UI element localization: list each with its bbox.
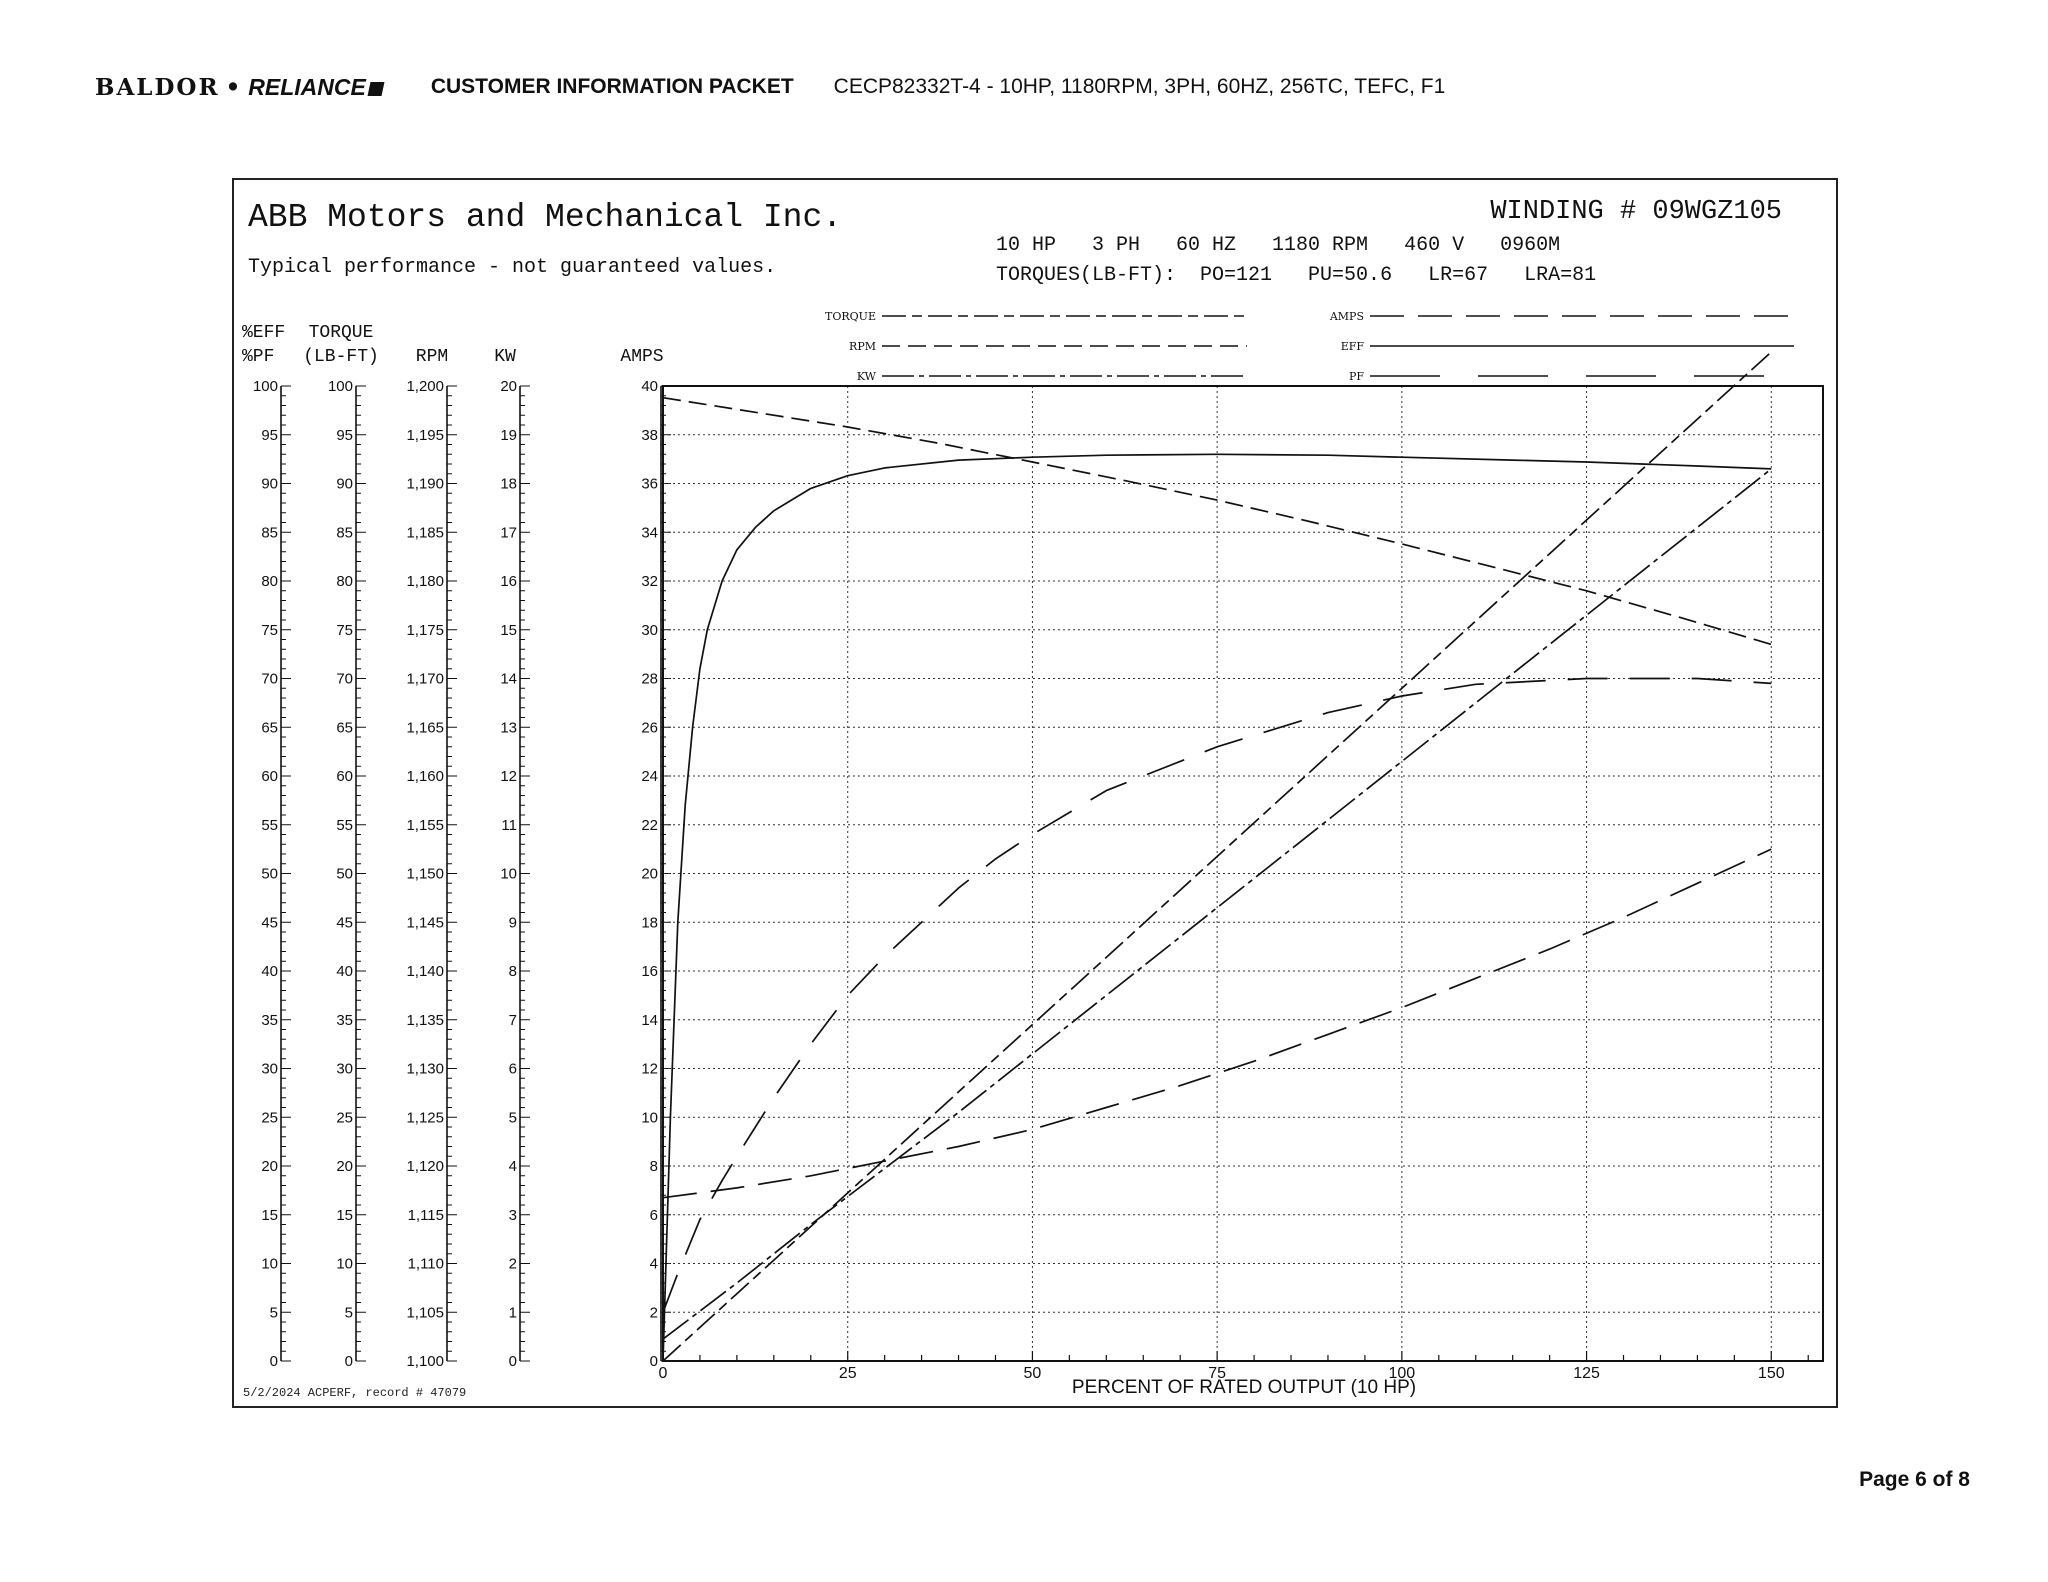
axis-eff_pf bbox=[242, 323, 291, 1370]
axis-tick-label: 1,160 bbox=[406, 768, 444, 785]
axis-tick-label: 14 bbox=[641, 1011, 658, 1029]
axis-tick-label: 18 bbox=[500, 475, 517, 493]
axis-torque bbox=[303, 323, 379, 1370]
axis-tick-label: 45 bbox=[336, 914, 353, 932]
axis-tick-label: 100 bbox=[252, 378, 278, 395]
axis-tick-label: 22 bbox=[641, 816, 658, 834]
axis-tick-label: 5 bbox=[508, 1109, 517, 1127]
axis-tick-label: 100 bbox=[327, 378, 353, 395]
axis-tick-label: 85 bbox=[336, 524, 353, 542]
axis-header: KW bbox=[494, 347, 516, 367]
torque-line: TORQUES(LB-FT): PO=121 PU=50.6 LR=67 LRA=81 bbox=[996, 264, 1597, 287]
axis-tick-label: 10 bbox=[261, 1255, 278, 1273]
axis-tick-label: 60 bbox=[336, 768, 353, 785]
axis-tick-label: 9 bbox=[508, 914, 517, 932]
axis-tick-label: 30 bbox=[641, 621, 658, 639]
axis-tick-label: 20 bbox=[261, 1158, 278, 1175]
axis-tick-label: 8 bbox=[649, 1158, 658, 1175]
axis-tick-label: 15 bbox=[336, 1206, 353, 1224]
axis-rpm bbox=[406, 347, 457, 1370]
axis-tick-label: 1,100 bbox=[406, 1353, 444, 1370]
axis-tick-label: 4 bbox=[649, 1255, 658, 1273]
x-tick-label: 150 bbox=[1757, 1365, 1785, 1382]
axis-tick-label: 1,175 bbox=[406, 621, 444, 639]
plot-area bbox=[659, 352, 1823, 1382]
brand-baldor: BALDOR bbox=[95, 73, 220, 101]
axis-tick-label: 30 bbox=[336, 1060, 353, 1078]
axis-tick-label: 50 bbox=[261, 865, 278, 883]
page-number: Page 6 of 8 bbox=[1859, 1468, 1970, 1491]
axis-tick-label: 45 bbox=[261, 914, 278, 932]
chart-subtitle: Typical performance - not guaranteed values. bbox=[248, 256, 777, 279]
axis-tick-label: 90 bbox=[336, 475, 353, 493]
x-tick-label: 50 bbox=[1023, 1365, 1042, 1382]
x-tick-label: 25 bbox=[838, 1365, 857, 1382]
legend-label-eff: EFF bbox=[1340, 340, 1364, 353]
axis-tick-label: 2 bbox=[649, 1304, 658, 1322]
series-line-kw bbox=[663, 469, 1771, 1339]
axis-header: AMPS bbox=[620, 347, 664, 367]
axis-tick-label: 0 bbox=[344, 1353, 353, 1370]
axis-tick-label: 55 bbox=[261, 816, 278, 834]
axis-tick-label: 15 bbox=[500, 621, 517, 639]
axis-tick-label: 14 bbox=[500, 670, 517, 688]
axis-tick-label: 95 bbox=[261, 426, 278, 444]
axis-tick-label: 1,200 bbox=[406, 378, 444, 395]
axis-tick-label: 1,165 bbox=[406, 719, 444, 737]
axis-tick-label: 12 bbox=[641, 1060, 658, 1078]
chart-title: ABB Motors and Mechanical Inc. bbox=[248, 199, 843, 236]
axis-tick-label: 4 bbox=[508, 1158, 517, 1175]
brand-dot: • bbox=[225, 73, 243, 101]
packet-title: CUSTOMER INFORMATION PACKET bbox=[430, 75, 794, 98]
document-header bbox=[95, 70, 1445, 104]
axis-tick-label: 95 bbox=[336, 426, 353, 444]
axis-tick-label: 55 bbox=[336, 816, 353, 834]
axis-tick-label: 35 bbox=[261, 1011, 278, 1029]
axis-header: TORQUE bbox=[308, 323, 374, 343]
axis-tick-label: 24 bbox=[641, 768, 658, 785]
axis-tick-label: 40 bbox=[641, 378, 658, 395]
axis-tick-label: 0 bbox=[269, 1353, 278, 1370]
axis-tick-label: 25 bbox=[336, 1109, 353, 1127]
axis-tick-label: 1,110 bbox=[407, 1255, 444, 1273]
value-axes bbox=[242, 323, 671, 1370]
axis-header: (LB-FT) bbox=[303, 347, 379, 367]
axis-tick-label: 38 bbox=[641, 426, 658, 444]
axis-tick-label: 5 bbox=[269, 1304, 278, 1322]
axis-tick-label: 0 bbox=[649, 1353, 658, 1370]
axis-tick-label: 75 bbox=[261, 621, 278, 639]
axis-header: RPM bbox=[415, 347, 449, 367]
axis-tick-label: 12 bbox=[500, 768, 517, 785]
axis-tick-label: 1,135 bbox=[406, 1011, 444, 1029]
axis-header: %EFF bbox=[242, 323, 286, 343]
axis-tick-label: 35 bbox=[336, 1011, 353, 1029]
axis-tick-label: 11 bbox=[501, 816, 517, 834]
axis-tick-label: 1,190 bbox=[406, 475, 444, 493]
x-axis-label: PERCENT OF RATED OUTPUT (10 HP) bbox=[1071, 1377, 1417, 1398]
axis-tick-label: 7 bbox=[508, 1011, 517, 1029]
axis-kw bbox=[494, 347, 530, 1370]
axis-tick-label: 28 bbox=[641, 670, 658, 688]
brand-logo bbox=[95, 74, 383, 101]
axis-tick-label: 65 bbox=[336, 719, 353, 737]
performance-chart-frame bbox=[232, 178, 1838, 1408]
axis-tick-label: 1,150 bbox=[406, 865, 444, 883]
axis-tick-label: 1,170 bbox=[406, 670, 444, 688]
axis-tick-label: 10 bbox=[336, 1255, 353, 1273]
model-line: CECP82332T-4 - 10HP, 1180RPM, 3PH, 60HZ, 256TC, TEFC, F1 bbox=[833, 75, 1446, 98]
axis-tick-label: 50 bbox=[336, 865, 353, 883]
rating-line: 10 HP 3 PH 60 HZ 1180 RPM 460 V 0960M bbox=[996, 234, 1561, 257]
axis-tick-label: 0 bbox=[508, 1353, 517, 1370]
axis-tick-label: 20 bbox=[641, 865, 658, 883]
axis-tick-label: 75 bbox=[336, 621, 353, 639]
axis-tick-label: 26 bbox=[641, 719, 658, 737]
x-tick-label: 100 bbox=[1388, 1365, 1416, 1382]
axis-tick-label: 17 bbox=[500, 524, 517, 542]
axis-tick-label: 13 bbox=[500, 719, 517, 737]
record-stamp: 5/2/2024 ACPERF, record # 47079 bbox=[243, 1386, 467, 1400]
axis-tick-label: 20 bbox=[500, 378, 517, 395]
axis-tick-label: 25 bbox=[261, 1109, 278, 1127]
axis-tick-label: 2 bbox=[508, 1255, 517, 1273]
axis-tick-label: 40 bbox=[261, 963, 278, 980]
brand-mark-icon bbox=[367, 82, 384, 96]
axis-tick-label: 1,130 bbox=[406, 1060, 444, 1078]
axis-tick-label: 3 bbox=[508, 1206, 517, 1224]
legend-label-kw: KW bbox=[856, 370, 876, 383]
axis-tick-label: 30 bbox=[261, 1060, 278, 1078]
axis-tick-label: 1,180 bbox=[406, 573, 444, 590]
winding-number: WINDING # 09WGZ105 bbox=[1490, 197, 1782, 227]
axis-tick-label: 65 bbox=[261, 719, 278, 737]
axis-tick-label: 1,125 bbox=[406, 1109, 444, 1127]
x-tick-label: 75 bbox=[1208, 1365, 1227, 1382]
axis-tick-label: 20 bbox=[336, 1158, 353, 1175]
axis-header: %PF bbox=[242, 347, 275, 367]
axis-tick-label: 10 bbox=[641, 1109, 658, 1127]
axis-tick-label: 40 bbox=[336, 963, 353, 980]
axis-tick-label: 19 bbox=[500, 426, 517, 444]
axis-tick-label: 6 bbox=[508, 1060, 517, 1078]
axis-tick-label: 8 bbox=[508, 963, 517, 980]
axis-tick-label: 1,145 bbox=[406, 914, 444, 932]
axis-tick-label: 1,195 bbox=[406, 426, 444, 444]
axis-tick-label: 70 bbox=[336, 670, 353, 688]
axis-tick-label: 1,120 bbox=[406, 1158, 444, 1175]
legend-label-rpm: RPM bbox=[849, 340, 876, 353]
performance-chart bbox=[234, 180, 1836, 1406]
axis-tick-label: 16 bbox=[641, 963, 658, 980]
axis-tick-label: 36 bbox=[641, 475, 658, 493]
axis-tick-label: 1 bbox=[508, 1304, 517, 1322]
axis-tick-label: 6 bbox=[649, 1206, 658, 1224]
axis-tick-label: 1,115 bbox=[407, 1206, 444, 1224]
x-tick-label: 0 bbox=[658, 1365, 668, 1382]
axis-tick-label: 1,140 bbox=[406, 963, 444, 980]
legend-label-amps: AMPS bbox=[1329, 310, 1364, 323]
axis-tick-label: 1,185 bbox=[406, 524, 444, 542]
brand-reliance: RELIANCE bbox=[248, 73, 366, 100]
legend-label-torque: TORQUE bbox=[825, 310, 876, 323]
axis-tick-label: 15 bbox=[261, 1206, 278, 1224]
axis-tick-label: 80 bbox=[261, 573, 278, 590]
x-tick-label: 125 bbox=[1573, 1365, 1600, 1382]
axis-tick-label: 5 bbox=[344, 1304, 353, 1322]
axis-tick-label: 10 bbox=[500, 865, 517, 883]
axis-tick-label: 18 bbox=[641, 914, 658, 932]
axis-tick-label: 80 bbox=[336, 573, 353, 590]
axis-tick-label: 32 bbox=[641, 573, 658, 590]
axis-tick-label: 34 bbox=[641, 524, 658, 542]
axis-tick-label: 70 bbox=[261, 670, 278, 688]
axis-tick-label: 1,105 bbox=[406, 1304, 444, 1322]
axis-tick-label: 1,155 bbox=[406, 816, 444, 834]
axis-tick-label: 16 bbox=[500, 573, 517, 590]
legend-label-pf: PF bbox=[1348, 370, 1364, 383]
axis-tick-label: 60 bbox=[261, 768, 278, 785]
axis-tick-label: 85 bbox=[261, 524, 278, 542]
axis-tick-label: 90 bbox=[261, 475, 278, 493]
legend bbox=[825, 310, 1794, 383]
